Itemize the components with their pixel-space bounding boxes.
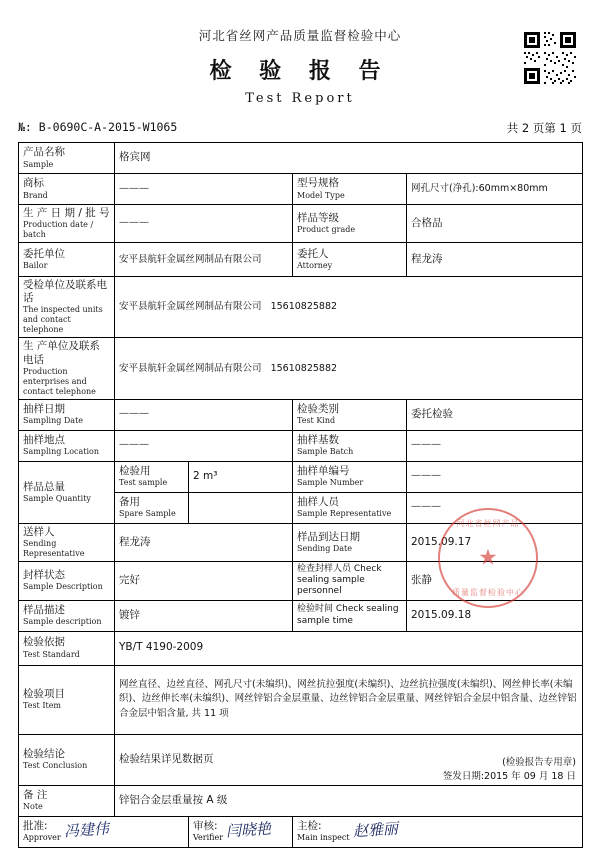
sample-quantity-label: 样品总量 Sample Quantity <box>19 461 115 523</box>
qr-code-icon <box>522 30 578 86</box>
sign-date: 签发日期:2015 年 09 月 18 日 <box>442 770 576 782</box>
sample-description-label: 样品描述 Sample description <box>19 600 115 631</box>
main-inspect-signature: 赵雅丽 <box>352 818 399 841</box>
table-row <box>19 561 583 600</box>
production-date-label: 生 产 日 期 / 批 号 Production date / batch <box>19 205 115 243</box>
table-row <box>19 399 583 430</box>
test-standard-value: YB/T 4190-2009 <box>115 631 583 665</box>
product-grade-label: 样品等级 Product grade <box>293 205 407 243</box>
official-stamp: 河北省丝网产品 ★ 质量监督检验中心 <box>438 508 538 608</box>
spare-sample-label: 备用 Spare Sample <box>115 492 189 523</box>
sending-representative-label: 送样人 Sending Representative <box>19 523 115 561</box>
inspected-units-label: 受检单位及联系电话 The inspected units and contact telephone <box>19 277 115 338</box>
table-row <box>19 205 583 243</box>
sending-date-value: 2015.09.17 <box>407 523 583 561</box>
test-sample-value: 2 m³ <box>189 461 293 492</box>
seal-state-label: 封样状态 Sample Description <box>19 561 115 600</box>
sampling-date-label: 抽样日期 Sampling Date <box>19 399 115 430</box>
product-grade-value: 合格品 <box>407 205 583 243</box>
production-enterprises-value: 安平县航轩金属丝网制品有限公司 15610825882 <box>115 338 583 399</box>
table-row <box>19 600 583 631</box>
main-inspect-cell: 主检: Main inspect 赵雅丽 <box>293 816 583 847</box>
sample-description-value: 镀锌 <box>115 600 293 631</box>
test-conclusion-value: 检验结果详见数据页 (检验报告专用章) 签发日期:2015 年 09 月 18 日 <box>115 734 583 785</box>
report-number: №: B-0690C-A-2015-W1065 <box>18 120 178 134</box>
sample-number-value: ——— <box>407 461 583 492</box>
table-row <box>19 243 583 277</box>
seal-state-value: 完好 <box>115 561 293 600</box>
sample-personnel-label: 抽样人员 Sample Representative <box>293 492 407 523</box>
table-row <box>19 785 583 816</box>
sample-number-label: 抽样单编号 Sample Number <box>293 461 407 492</box>
verifier-cell: 审核: Verifier 闫晓艳 <box>189 816 293 847</box>
verifier-label: 审核: <box>193 819 218 832</box>
sample-personnel-value: ——— <box>407 492 583 523</box>
verifier-signature: 闫晓艳 <box>225 818 272 841</box>
test-item-label: 检验项目 Test Item <box>19 665 115 734</box>
sample-batch-value: ——— <box>407 430 583 461</box>
table-row <box>19 174 583 205</box>
report-table <box>18 142 583 848</box>
bailor-value: 安平县航轩金属丝网制品有限公司 <box>115 243 293 277</box>
check-sealing-time-label: 检验时间 Check sealing sample time <box>293 600 407 631</box>
table-row <box>19 523 583 561</box>
test-kind-value: 委托检验 <box>407 399 583 430</box>
stamp-note: (检验报告专用章) <box>502 756 576 768</box>
page-title: 检 验 报 告 <box>209 59 391 84</box>
attorney-label: 委托人 Attorney <box>293 243 407 277</box>
approver-cell: 批准: Approver 冯建伟 <box>19 816 189 847</box>
star-icon: ★ <box>478 545 498 571</box>
note-value: 锌铝合金层重量按 A 级 <box>115 785 583 816</box>
attorney-value: 程龙涛 <box>407 243 583 277</box>
spare-sample-value <box>189 492 293 523</box>
table-row <box>19 816 583 847</box>
note-label: 备 注 Note <box>19 785 115 816</box>
model-value: 网孔尺寸(净孔):60mm×80mm <box>407 174 583 205</box>
inspected-units-value: 安平县航轩金属丝网制品有限公司 15610825882 <box>115 277 583 338</box>
test-sample-label: 检验用 Test sample <box>115 461 189 492</box>
document-header <box>0 0 600 106</box>
test-standard-label: 检验依据 Test Standard <box>19 631 115 665</box>
table-row <box>19 338 583 399</box>
sampling-date-value: ——— <box>115 399 293 430</box>
check-sealing-personnel-value: 张静 <box>407 561 583 600</box>
page-count: 共 2 页第 1 页 <box>506 121 582 135</box>
brand-value: ——— <box>115 174 293 205</box>
sending-representative-value: 程龙涛 <box>115 523 293 561</box>
approver-label: 批准: <box>23 819 48 832</box>
sample-name-label: 产品名称 Sample <box>19 143 115 174</box>
check-sealing-personnel-label: 检查封样人员 Check sealing sample personnel <box>293 561 407 600</box>
sampling-location-value: ——— <box>115 430 293 461</box>
main-inspect-label: 主检: <box>297 819 322 832</box>
table-row <box>19 734 583 785</box>
bailor-label: 委托单位 Bailor <box>19 243 115 277</box>
production-date-value: ——— <box>115 205 293 243</box>
model-label: 型号规格 Model Type <box>293 174 407 205</box>
sample-batch-label: 抽样基数 Sample Batch <box>293 430 407 461</box>
test-conclusion-label: 检验结论 Test Conclusion <box>19 734 115 785</box>
table-row <box>19 430 583 461</box>
sample-name-value: 格宾网 <box>115 143 583 174</box>
table-row <box>19 461 583 492</box>
table-row <box>19 277 583 338</box>
check-sealing-time-value: 2015.09.18 <box>407 600 583 631</box>
table-row <box>19 631 583 665</box>
sending-date-label: 样品到达日期 Sending Date <box>293 523 407 561</box>
production-enterprises-label: 生 产单位及联系电话 Production enterprises and contact telephone <box>19 338 115 399</box>
report-number-row <box>18 120 582 138</box>
approver-signature: 冯建伟 <box>63 818 110 841</box>
test-item-value: 网丝直径、边丝直径、网孔尺寸(未编织)、网丝抗拉强度(未编织)、边丝抗拉强度(未编织)、网丝伸长率(未编织)、边丝伸长率(未编织)、网丝锌铝合金层重量、边丝锌铝合金层重量、网丝锌铝合金层中铝含量、边丝锌铝合金层中铝含量, 共 11 项 <box>115 665 583 734</box>
org-name: 河北省丝网产品质量监督检验中心 <box>198 28 402 43</box>
sampling-location-label: 抽样地点 Sampling Location <box>19 430 115 461</box>
table-row <box>19 143 583 174</box>
test-kind-label: 检验类别 Test Kind <box>293 399 407 430</box>
page-title-en: Test Report <box>245 91 355 106</box>
brand-label: 商标 Brand <box>19 174 115 205</box>
